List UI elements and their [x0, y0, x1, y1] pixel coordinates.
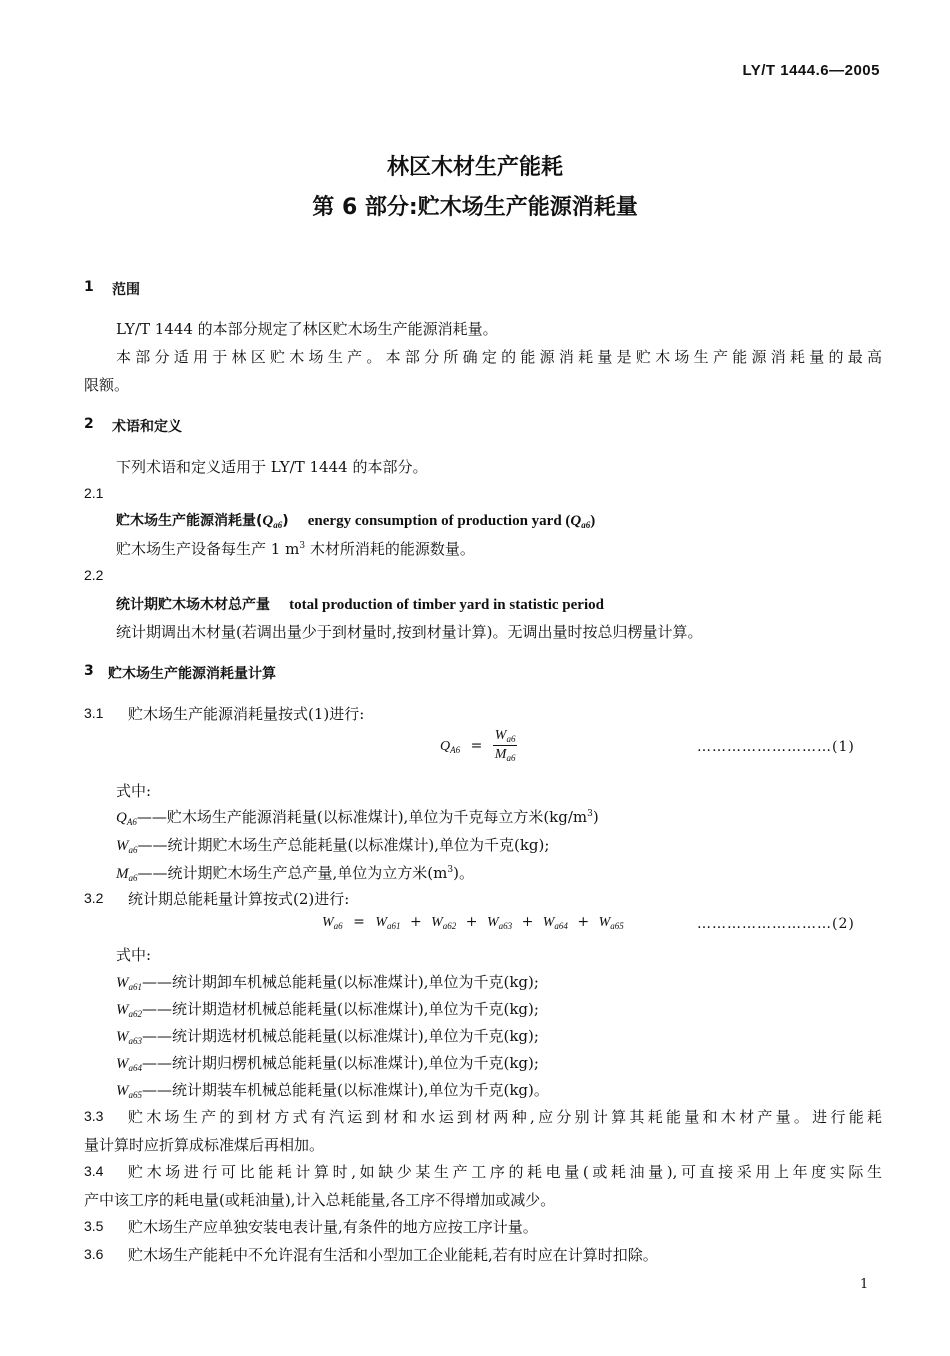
variable-w-a63: $W_{a63}——$统计期选材机械总能耗量(以标准煤计),单位为千克(kg);: [116, 1027, 539, 1046]
term-2-1-en: energy consumption of production yard (: [307, 513, 571, 529]
section-1-para-1: LY/T 1444 的本部分规定了林区贮木场生产能源消耗量。: [116, 320, 498, 338]
plus-sign: +: [465, 914, 478, 930]
equation-2-term: $W_{a62}$: [431, 915, 457, 931]
equation-2: [322, 914, 624, 931]
equation-1-number: ………………………(1): [697, 739, 855, 755]
plus-sign: +: [409, 914, 422, 930]
section-1-number: 1: [84, 279, 94, 295]
clause-3-3-number: 3.3: [84, 1108, 104, 1124]
clause-3-1-text: 贮木场生产能源消耗量按式(1)进行:: [128, 705, 365, 723]
clause-3-1-number: 3.1: [84, 705, 104, 721]
term-2-2-number: 2.2: [84, 567, 104, 583]
variable-w-a62: $W_{a62}——$统计期造材机械总能耗量(以标准煤计),单位为千克(kg);: [116, 1000, 539, 1019]
term-2-1-heading: [116, 510, 595, 530]
clause-3-2-number: 3.2: [84, 890, 104, 906]
section-1-para-2-cont: 限额。: [84, 376, 130, 394]
equation-2-term: $W_{a64}$: [542, 915, 568, 931]
section-2-heading: 术语和定义: [112, 419, 182, 435]
where-label-1: 式中:: [116, 782, 152, 800]
term-2-2-zh: 统计期贮木场木材总产量: [116, 597, 270, 613]
term-2-1-zh: 贮木场生产能源消耗量(: [116, 513, 263, 529]
clause-3-4-number: 3.4: [84, 1163, 104, 1179]
section-3-number: 3: [84, 663, 94, 679]
variable-m-a6: $M_{a6}——$统计期贮木场生产总产量,单位为立方米$(m^3)$。: [116, 864, 474, 883]
equation-1-lhs: $Q_{A6}$: [440, 738, 461, 755]
variable-w-a61: $W_{a61}——$统计期卸车机械总能耗量(以标准煤计),单位为千克(kg);: [116, 973, 539, 992]
term-2-1-symbol: $Q_{a6}$: [262, 513, 283, 530]
equation-1-numerator: $W_{a6}$: [494, 728, 516, 744]
section-1-heading: 范围: [112, 282, 140, 298]
equation-2-lhs: $W_{a6}$: [322, 915, 343, 931]
title-line-1: 林区木材生产能耗: [386, 155, 563, 180]
section-2-intro: 下列术语和定义适用于 LY/T 1444 的本部分。: [116, 458, 428, 476]
title-line-2: 第 6 部分:贮木场生产能源消耗量: [312, 195, 638, 220]
equals-sign: =: [353, 914, 365, 930]
equation-2-term: $W_{a65}$: [598, 915, 624, 931]
section-1-para-2: 本部分适用于林区贮木场生产。本部分所确定的能源消耗量是贮木场生产能源消耗量的最高: [116, 348, 882, 366]
clause-3-6-text: 贮木场生产能耗中不允许混有生活和小型加工企业能耗,若有时应在计算时扣除。: [128, 1246, 658, 1264]
variable-w-a6: $W_{a6}——$统计期贮木场生产总能耗量(以标准煤计),单位为千克(kg);: [116, 836, 550, 855]
clause-3-4-line-1: 贮木场进行可比能耗计算时,如缺少某生产工序的耗电量(或耗油量),可直接采用上年度实际生: [128, 1163, 882, 1181]
plus-sign: +: [577, 914, 590, 930]
plus-sign: +: [521, 914, 534, 930]
clause-3-3-line-1: 贮木场生产的到材方式有汽运到材和水运到材两种,应分别计算其耗能量和木材产量。进行能耗: [128, 1108, 882, 1126]
clause-3-5-number: 3.5: [84, 1218, 104, 1234]
where-label-2: 式中:: [116, 946, 152, 964]
equation-2-number: ………………………(2): [697, 916, 855, 932]
variable-w-a64: $W_{a64}——$统计期归楞机械总能耗量(以标准煤计),单位为千克(kg);: [116, 1054, 539, 1073]
term-2-1-number: 2.1: [84, 485, 104, 501]
clause-3-5-text: 贮木场生产应单独安装电表计量,有条件的地方应按工序计量。: [128, 1218, 538, 1236]
clause-3-4-line-2: 产中该工序的耗电量(或耗油量),计入总耗能量,各工序不得增加或减少。: [84, 1191, 556, 1209]
term-2-2-en: total production of timber yard in statistic period: [289, 597, 604, 613]
clause-3-3-line-2: 量计算时应折算成标准煤后再相加。: [84, 1136, 325, 1154]
clause-3-2-text: 统计期总能耗量计算按式(2)进行:: [128, 890, 350, 908]
equation-1: [440, 728, 517, 763]
equation-1-denominator: $M_{a6}$: [494, 747, 516, 763]
term-2-2-definition: 统计期调出木材量(若调出量少于到材量时,按到材量计算)。无调出量时按总归楞量计算。: [116, 623, 703, 641]
equals-sign: =: [470, 737, 483, 754]
equation-2-term: $W_{a63}$: [486, 915, 513, 931]
equation-1-fraction: [493, 728, 518, 763]
term-2-1-zh-close: ): [282, 513, 289, 529]
term-2-2-heading: [116, 594, 604, 614]
equation-2-term: $W_{a61}$: [375, 915, 401, 931]
document-number: LY/T 1444.6—2005: [742, 62, 880, 79]
variable-w-a65: $W_{a65}——$统计期装车机械总能耗量(以标准煤计),单位为千克(kg)。: [116, 1081, 549, 1100]
clause-3-6-number: 3.6: [84, 1246, 104, 1262]
section-3-heading: 贮木场生产能源消耗量计算: [108, 666, 276, 682]
variable-q-a6: $Q_{A6}——$贮木场生产能源消耗量(以标准煤计),单位为千克每立方米$(kg/m^3)$: [116, 808, 599, 827]
term-2-1-definition: 贮木场生产设备每生产 1 $m^3$ 木材所消耗的能源数量。: [116, 540, 475, 558]
section-2-number: 2: [84, 416, 94, 432]
page-number: 1: [860, 1277, 869, 1292]
term-2-1-en-close: ): [590, 513, 596, 529]
term-2-1-en-symbol: $Q_{a6}$: [570, 513, 591, 530]
